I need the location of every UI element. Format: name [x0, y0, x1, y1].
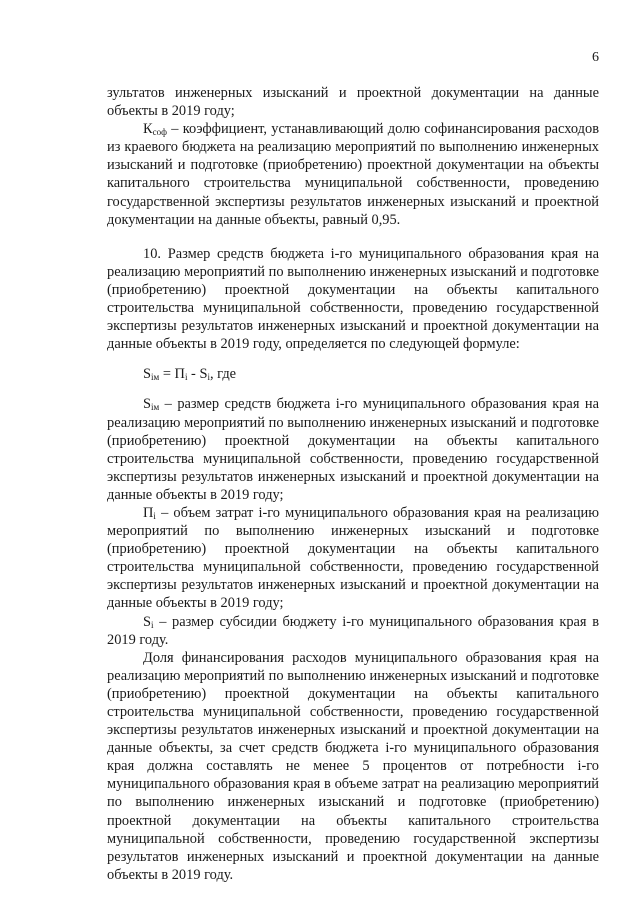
formula-sub-i2: i: [207, 372, 210, 383]
definition-pi-text: – объем затрат i-го муниципального образования края на реализацию мероприятий по выполнению инженерных изысканий и подготовке (приобретению) проектной документации на объекты капитального строительства муниципальной собственности, проведению государственной экспертизы результатов инженерных изысканий и проектной документации на данные объекты в 2019 году;: [107, 504, 599, 612]
subscript-sof: соф: [152, 127, 167, 138]
definition-si-text: – размер субсидии бюджету i-го муниципального образования края в 2019 году.: [107, 613, 599, 648]
symbol-s: S: [143, 613, 152, 630]
document-body: [107, 84, 599, 884]
definition-sim-text: – размер средств бюджета i-го муниципального образования края на реализацию мероприятий по выполнению инженерных изысканий и подготовке (приобретению) проектной документации на объекты капитального строительства муниципальной собственности, проведению государственной экспертизы результатов инженерных изысканий и проектной документации на данные объекты в 2019 году;: [107, 396, 599, 503]
formula-s: S: [143, 366, 152, 383]
subscript-i: i: [151, 619, 154, 630]
symbol-s: S: [143, 396, 152, 413]
symbol-k: К: [143, 121, 153, 138]
paragraph-10: 10. Размер средств бюджета i-го муниципального образования края на реализацию мероприятий по выполнению инженерных изысканий и подготовке (приобретению) проектной документации на объекты капитального строительства муниципальной собственности, проведению государственной экспертизы результатов инженерных изысканий и проектной документации на данные объекты в 2019 году, определяется по следующей формуле:: [107, 245, 599, 353]
formula-eq: = П: [159, 366, 185, 383]
definition-ksof-text: – коэффициент, устанавливающий долю софинансирования расходов из краевого бюджета на реализацию мероприятий по выполнению инженерных изысканий и подготовке (приобретению) проектной документации на объекты капитального строительства муниципальной собственности, проведению государственной экспертизы результатов инженерных изысканий и проектной документации на данные объекты, равный 0,95.: [107, 121, 599, 228]
subscript-i: i: [153, 510, 156, 521]
paragraph-share: Доля финансирования расходов муниципального образования края на реализацию мероприятий по выполнению инженерных изысканий и подготовке (приобретению) проектной документации на объекты капитального строительства муниципальной собственности, проведению государственной экспертизы результатов инженерных изысканий и проектной документации на данные объекты, за счет средств бюджета i-го муниципального образования края должна составлять не менее 5 процентов от потребности i-го муниципального образования края в объеме затрат на реализацию мероприятий по выполнению инженерных изысканий и подготовке (приобретению) проектной документации на объекты капитального строительства муниципальной собственности, проведению государственной экспертизы результатов инженерных изысканий и проектной документации на данные объекты в 2019 году.: [107, 649, 599, 883]
page-number: 6: [592, 50, 599, 65]
formula-sub-i1: i: [184, 372, 188, 383]
subscript-im: iм: [151, 402, 160, 413]
formula-sub-im: iм: [151, 372, 160, 383]
definition-si: [107, 613, 599, 649]
definition-sim: [107, 395, 599, 504]
definition-pi: [107, 504, 599, 613]
formula-minus: - S: [187, 366, 208, 383]
symbol-p: П: [143, 504, 154, 521]
formula-tail: , где: [209, 366, 237, 383]
definition-ksof: [107, 120, 599, 229]
paragraph-continuation: зультатов инженерных изысканий и проектной документации на данные объекты в 2019 году;: [107, 85, 599, 120]
formula: [107, 365, 599, 383]
